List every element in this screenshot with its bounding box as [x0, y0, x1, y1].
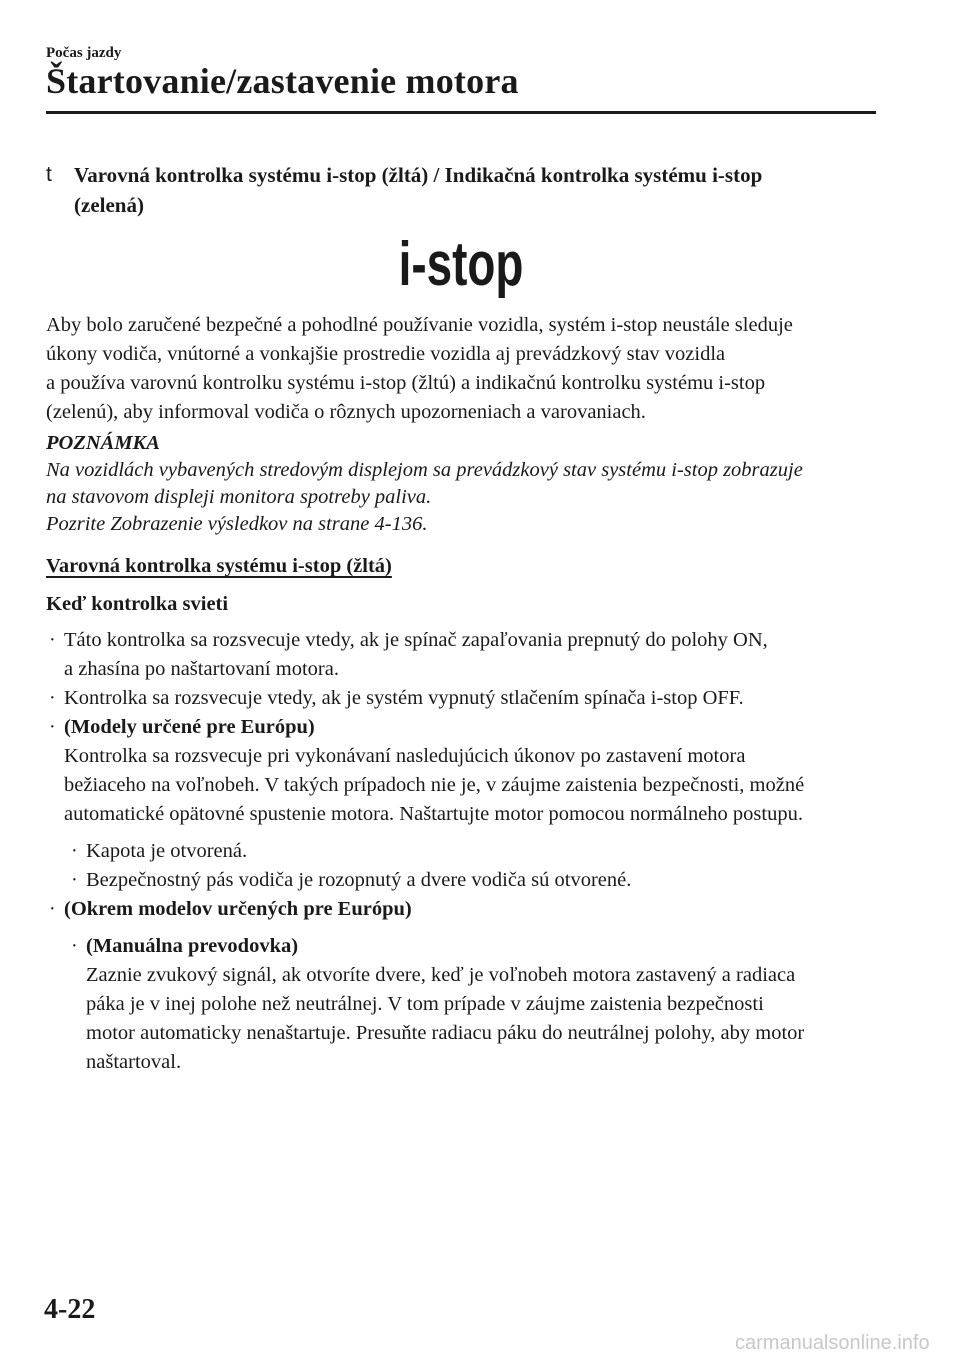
- page-number: 4-22: [44, 1294, 96, 1325]
- i-stop-indicator-icon: [396, 225, 526, 307]
- list-item: [46, 895, 886, 924]
- section-heading-line-1: Varovná kontrolka systému i-stop (žltá) / Indikačná kontrolka systému i-stop: [74, 163, 763, 187]
- intro-line-1: Aby bolo zaručené bezpečné a pohodlné používanie vozidla, systém i-stop neustále sleduje: [46, 314, 793, 336]
- warning-subheading: Varovná kontrolka systému i-stop (žltá): [46, 555, 392, 577]
- watermark: carmanualsonline.info: [735, 1332, 930, 1354]
- list-item: [46, 713, 886, 829]
- list-item: [46, 866, 886, 895]
- bullet-4-sub-line-1: Zaznie zvukový signál, ak otvoríte dvere, keď je voľnobeh motora zastavený a radiaca: [86, 964, 796, 986]
- spacer: [46, 924, 886, 932]
- note-title: POZNÁMKA: [46, 432, 160, 454]
- bullet-3-line-2: bežiaceho na voľnobeh. V takých prípadoch nie je, v záujme zaistenia bezpečnosti, možné: [64, 774, 805, 796]
- intro-line-3: a používa varovnú kontrolku systému i-stop (žltú) a indikačnú kontrolku systému i-stop: [46, 372, 766, 394]
- bullet-4-title: (Okrem modelov určených pre Európu): [64, 898, 412, 920]
- spacer: [46, 829, 886, 837]
- bullet-dot: ·: [71, 869, 78, 891]
- section-heading-line-2: (zelená): [74, 193, 144, 217]
- note-block: [46, 430, 896, 538]
- bullet-dot: ·: [71, 935, 78, 957]
- bullet-dot: ·: [49, 898, 56, 920]
- list-item: [46, 626, 886, 684]
- bullet-list: [46, 626, 886, 1077]
- i-stop-symbol-text: i-stop: [398, 229, 524, 299]
- bullet-4-sub-line-3: motor automaticky nenaštartuje. Presuňte radiacu páku do neutrálnej polohy, aby motor: [86, 1022, 805, 1044]
- list-item: [46, 837, 886, 866]
- i-stop-symbol-svg: [396, 225, 526, 307]
- bullet-4-sub-line-4: naštartoval.: [86, 1051, 182, 1073]
- list-item: [46, 684, 886, 713]
- note-line-3: Pozrite Zobrazenie výsledkov na strane 4-136.: [46, 513, 428, 535]
- note-line-2: na stavovom displeji monitora spotreby paliva.: [46, 486, 432, 508]
- bullet-dot: ·: [71, 840, 78, 862]
- running-head: Počas jazdy: [46, 45, 122, 61]
- bullet-1-line-1: Táto kontrolka sa rozsvecuje vtedy, ak je spínač zapaľovania prepnutý do polohy ON,: [64, 629, 768, 651]
- chapter-title: Štartovanie/zastavenie motora: [46, 61, 519, 101]
- intro-line-4: (zelenú), aby informoval vodiča o rôznych upozorneniach a varovaniach.: [46, 401, 646, 423]
- intro-line-2: úkony vodiča, vnútorné a vonkajšie prostredie vozidla aj prevádzkový stav vozidla: [46, 343, 726, 365]
- section-marker: t: [46, 163, 52, 186]
- bullet-4-sub-title: (Manuálna prevodovka): [86, 935, 299, 957]
- bullet-1-line-2: a zhasína po naštartovaní motora.: [64, 658, 339, 680]
- bullet-3-sub-2: Bezpečnostný pás vodiča je rozopnutý a dvere vodiča sú otvorené.: [86, 869, 632, 891]
- bullet-3-line-3: automatické opätovné spustenie motora. Naštartujte motor pomocou normálneho postupu.: [64, 803, 803, 825]
- bullet-3-title: (Modely určené pre Európu): [64, 716, 315, 738]
- when-lit-heading: Keď kontrolka svieti: [46, 593, 229, 615]
- bullet-2-line-1: Kontrolka sa rozsvecuje vtedy, ak je systém vypnutý stlačením spínača i-stop OFF.: [64, 687, 744, 709]
- title-rule: [46, 111, 876, 114]
- list-item: [46, 932, 886, 1077]
- bullet-4-sub-line-2: páka je v inej polohe než neutrálnej. V tom prípade v záujme zaistenia bezpečnosti: [86, 993, 764, 1015]
- bullet-3-sub-1: Kapota je otvorená.: [86, 840, 248, 862]
- bullet-dot: ·: [49, 687, 56, 709]
- intro-paragraph: [46, 311, 886, 427]
- section-heading: [46, 160, 866, 220]
- bullet-dot: ·: [49, 716, 56, 738]
- bullet-3-line-1: Kontrolka sa rozsvecuje pri vykonávaní nasledujúcich úkonov po zastavení motora: [64, 745, 746, 767]
- note-line-1: Na vozidlách vybavených stredovým displejom sa prevádzkový stav systému i-stop zobrazuje: [46, 459, 803, 481]
- bullet-dot: ·: [49, 629, 56, 651]
